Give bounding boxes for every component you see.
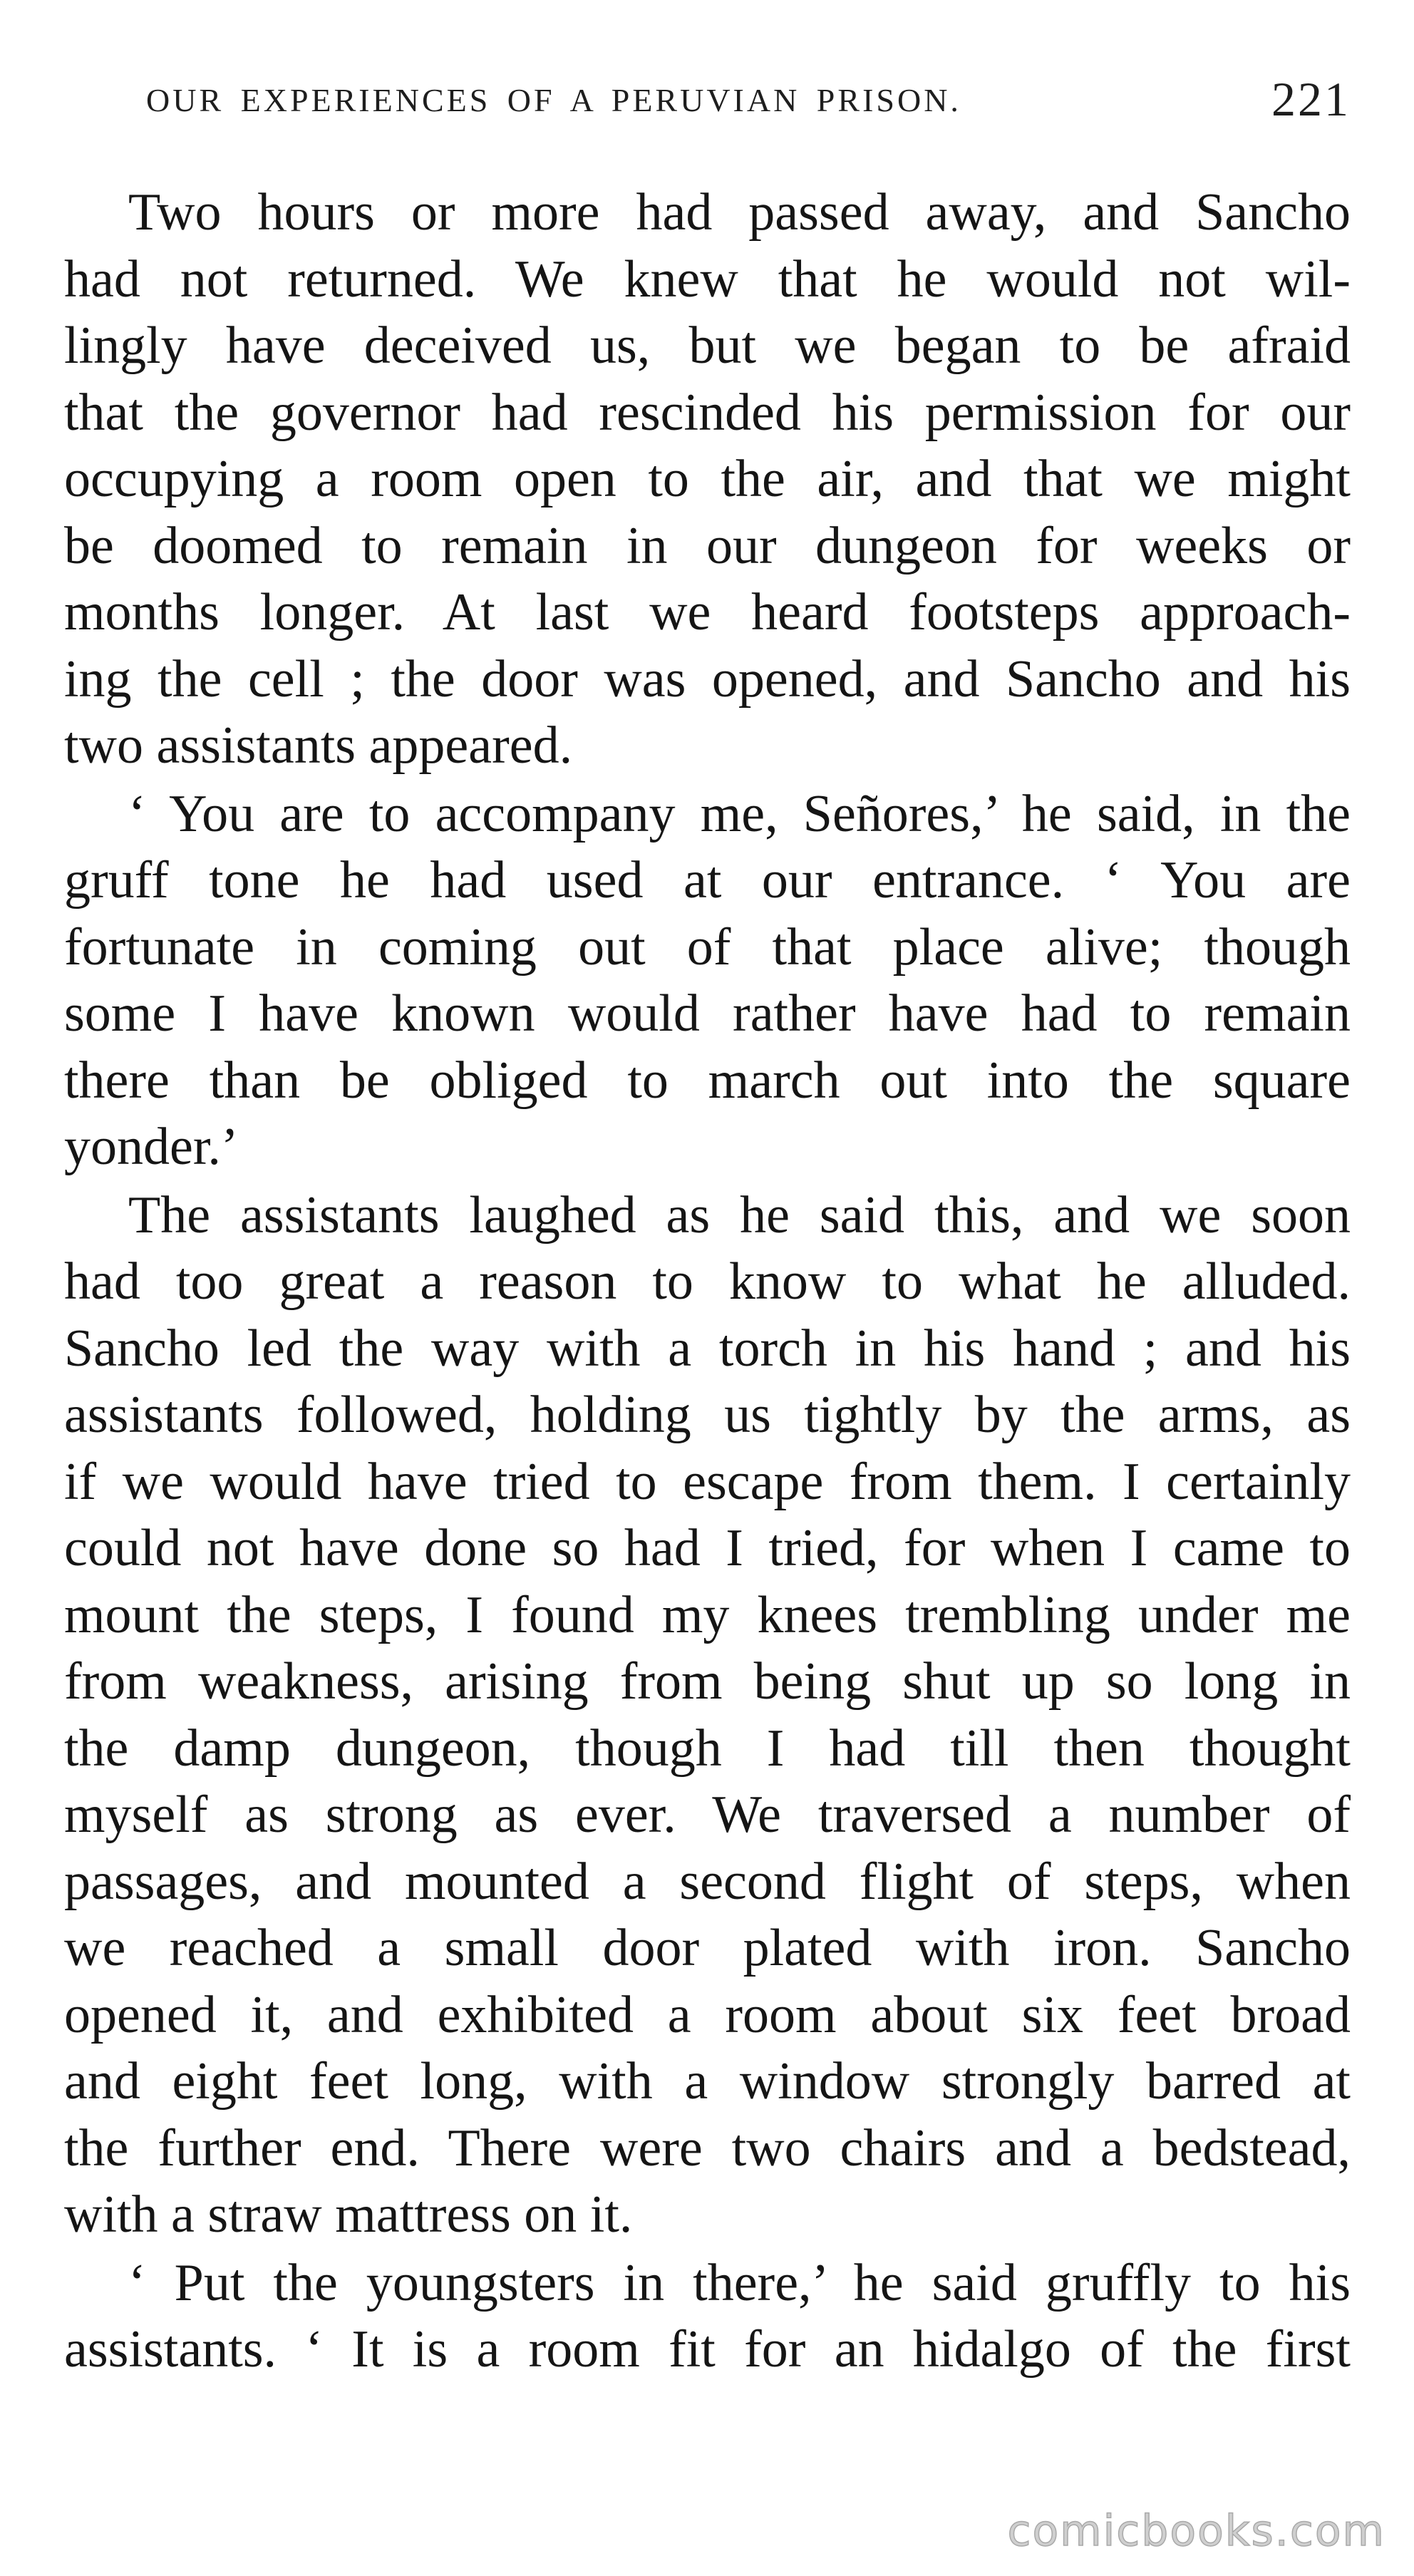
- text-line: assistants followed, holding us tightly by the arms, as: [64, 1386, 1351, 1444]
- text-line: opened it, and exhibited a room about six feet broad: [64, 1985, 1351, 2044]
- paragraph: [64, 180, 1351, 780]
- text-line: gruff tone he had used at our entrance. ‘ You are: [64, 851, 1351, 910]
- text-line: if we would have tried to escape from them. I certainly: [64, 1452, 1351, 1511]
- text-line: yonder.’: [64, 1118, 239, 1176]
- paragraph: [64, 2250, 1351, 2384]
- paragraph: [64, 781, 1351, 1181]
- text-line: lingly have deceived us, but we began to be afraid: [64, 316, 1351, 375]
- watermark: comicbooks.com: [1007, 2506, 1385, 2556]
- text-line: from weakness, arising from being shut up so long in: [64, 1652, 1351, 1711]
- text-line: ‘ Put the youngsters in there,’ he said gruffly to his: [128, 2253, 1351, 2312]
- text-line: two assistants appeared.: [64, 716, 573, 775]
- text-line: and eight feet long, with a window strongly barred at: [64, 2052, 1351, 2111]
- text-line: occupying a room open to the air, and that we might: [64, 450, 1351, 508]
- text-line: ing the cell ; the door was opened, and Sancho and his: [64, 649, 1351, 709]
- text-line: passages, and mounted a second flight of steps, when: [64, 1852, 1351, 1911]
- text-line: the damp dungeon, though I had till then thought: [64, 1719, 1351, 1778]
- text-line: there than be obliged to march out into the square: [64, 1051, 1351, 1110]
- text-line: the further end. There were two chairs and a bedstead,: [64, 2118, 1351, 2178]
- text-line: myself as strong as ever. We traversed a number of: [64, 1786, 1351, 1844]
- text-line: could not have done so had I tried, for when I came to: [64, 1519, 1351, 1577]
- text-line: fortunate in coming out of that place alive; though: [64, 917, 1351, 977]
- text-line: that the governor had rescinded his permission for our: [64, 383, 1351, 442]
- text-line: Sancho led the way with a torch in his hand ; and his: [64, 1319, 1351, 1378]
- body-text: [64, 180, 1351, 2384]
- text-line: had too great a reason to know to what he alluded.: [64, 1252, 1351, 1311]
- text-line: The assistants laughed as he said this, and we soon: [128, 1185, 1351, 1245]
- text-line: assistants. ‘ It is a room fit for an hidalgo of the first: [64, 2320, 1351, 2379]
- text-line: had not returned. We knew that he would not wil-: [64, 249, 1351, 309]
- text-line: some I have known would rather have had to remain: [64, 984, 1351, 1043]
- paragraph: [64, 1183, 1351, 2249]
- running-title: OUR EXPERIENCES OF A PERUVIAN PRISON.: [146, 82, 961, 118]
- text-line: mount the steps, I found my knees trembling under me: [64, 1585, 1351, 1644]
- text-line: with a straw mattress on it.: [64, 2185, 633, 2244]
- text-line: we reached a small door plated with iron. Sancho: [64, 1919, 1351, 1977]
- text-line: ‘ You are to accompany me, Señores,’ he said, in the: [128, 784, 1351, 843]
- text-line: Two hours or more had passed away, and Sancho: [128, 183, 1351, 242]
- text-line: months longer. At last we heard footsteps approach-: [64, 583, 1351, 642]
- running-head: [132, 68, 1351, 125]
- page-number: 221: [1271, 72, 1351, 126]
- text-line: be doomed to remain in our dungeon for weeks or: [64, 516, 1351, 575]
